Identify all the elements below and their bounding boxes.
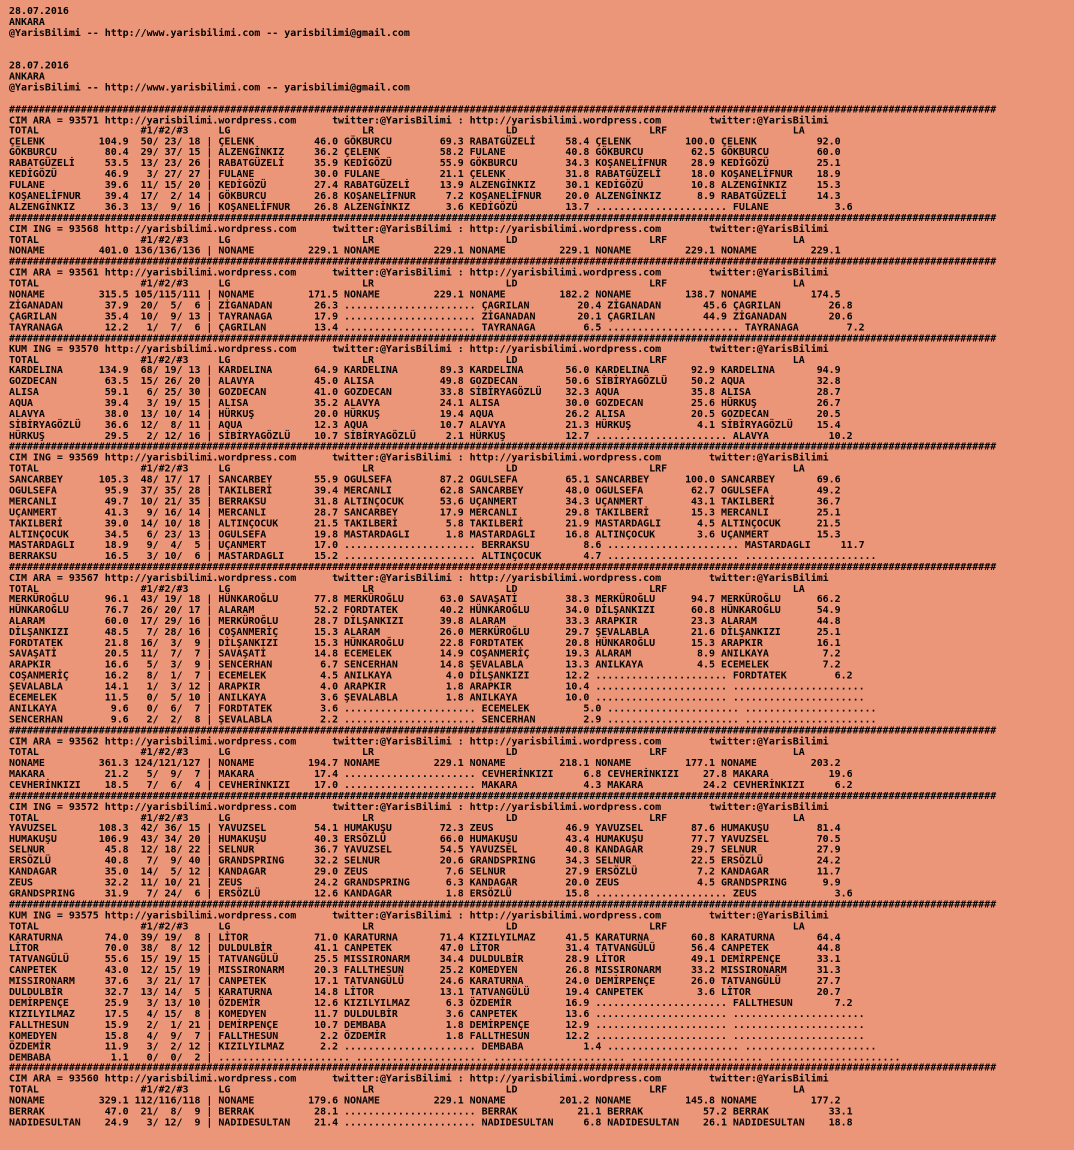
horse-row: NADIDESULTAN 24.9 3/ 12/ 9 | NADIDESULTAN 21.4 ...................... NADIDESULTAN 6.8 NADIDESULTAN 26.1 NADIDESULTAN 18.8: [9, 1117, 853, 1129]
horse-row: DEMBABA 1.1 0/ 0/ 2 | ...................... ...................... ...................... ...................... ......................: [9, 1052, 901, 1064]
horse-row: LİTOR 70.0 38/ 8/ 12 | DULDULBİR 41.1 CANPETEK 47.0 LİTOR 31.4 TATVANGÜLÜ 56.4 CANPETEK 44.8: [9, 943, 841, 955]
horse-row: KARDELINA 134.9 68/ 19/ 13 | KARDELINA 64.9 KARDELINA 89.3 KARDELINA 56.0 KARDELINA 92.9 KARDELINA 94.9: [9, 365, 841, 377]
horse-row: FULANE 39.6 11/ 15/ 20 | KEDİGÖZÜ 27.4 RABATGÜZELİ 13.9 ALZENGİNKIZ 30.1 KEDİGÖZÜ 10.8 ALZENGİNKIZ 15.3: [9, 180, 841, 192]
horse-row: FALLTHESUN 15.9 2/ 1/ 21 | DEMİRPENÇE 10.7 DEMBABA 1.8 DEMİRPENÇE 12.9 ...................... ......................: [9, 1019, 865, 1031]
horse-row: SİBİRYAGÖZLÜ 36.6 12/ 8/ 11 | AQUA 12.3 AQUA 10.7 ALAVYA 21.3 HÜRKUŞ 4.1 SİBİRYAGÖZLÜ 15.4: [9, 420, 841, 432]
report-body: [9, 105, 1074, 1129]
separator-line: #####################################################################################################################################################################: [9, 899, 997, 911]
blank-line: [9, 40, 1074, 51]
horse-row: CEVHERİNKIZI 18.5 7/ 6/ 4 | CEVHERİNKIZI 17.0 ...................... MAKARA 4.3 MAKARA 24.2 CEVHERİNKIZI 6.2: [9, 779, 853, 791]
horse-row: DEMİRPENÇE 25.9 3/ 13/ 10 | ÖZDEMİR 12.6 KIZILYILMAZ 6.3 ÖZDEMİR 16.9 ...................... FALLTHESUN 7.2: [9, 997, 853, 1009]
report-city: ANKARA: [9, 71, 45, 83]
horse-row: ECEMELEK 11.5 0/ 5/ 10 | ANILKAYA 3.6 ŞEVALABLA 1.8 ANILKAYA 10.0 ...................... ......................: [9, 692, 865, 704]
horse-row: ALTINÇOCUK 34.5 6/ 23/ 13 | OGULSEFA 19.8 MASTARDAGLI 1.8 MASTARDAGLI 16.8 ALTINÇOCUK 3.6 UÇANMERT 15.3: [9, 529, 841, 541]
separator-line: #####################################################################################################################################################################: [9, 213, 997, 224]
horse-row: ALAVYA 38.0 13/ 10/ 14 | HÜRKUŞ 20.0 HÜRKUŞ 19.4 AQUA 26.2 ALISA 20.5 GOZDECAN 20.5: [9, 409, 841, 421]
horse-row: MAKARA 21.2 5/ 9/ 7 | MAKARA 17.4 ...................... CEVHERİNKIZI 6.8 CEVHERİNKIZI 27.8 MAKARA 19.6: [9, 768, 853, 780]
horse-row: ALZENGİNKIZ 36.3 13/ 9/ 16 | KOŞANELİFNUR 26.8 ALZENGİNKIZ 3.6 KEDİGÖZÜ 13.7 ...................... FULANE 3.6: [9, 202, 853, 214]
horse-row: FORDTATEK 21.8 16/ 3/ 9 | DİLŞANKIZI 15.3 HÜNKAROĞLU 22.8 FORDTATEK 20.8 HÜNKAROĞLU 15.3 ARAPKIR 16.1: [9, 638, 841, 650]
separator-line: #####################################################################################################################################################################: [9, 561, 997, 573]
horse-row: GOZDECAN 63.5 15/ 26/ 20 | ALAVYA 45.0 ALISA 49.8 GOZDECAN 50.6 SİBİRYAGÖZLÜ 50.2 AQUA 32.8: [9, 376, 841, 388]
horse-row: NONAME 329.1 112/116/118 | NONAME 179.6 NONAME 229.1 NONAME 201.2 NONAME 145.8 NONAME 177.2: [9, 1095, 841, 1107]
horse-row: SAVAŞATİ 20.5 11/ 7/ 7 | SAVAŞATİ 14.8 ECEMELEK 14.9 COŞANMERİÇ 19.3 ALARAM 8.9 ANILKAYA 7.2: [9, 648, 841, 660]
race-header: CIM ARA = 93562 http://yarisbilimi.wordpress.com twitter:@YarisBilimi : http://yarisbilimi.wordpress.com twitter:@YarisBilimi: [9, 736, 829, 748]
horse-row: HÜRKUŞ 29.5 2/ 12/ 16 | SİBİRYAGÖZLÜ 10.7 SİBİRYAGÖZLÜ 2.1 HÜRKUŞ 12.7 ...................... ALAVYA 10.2: [9, 431, 853, 442]
horse-row: TAYRANAGA 12.2 1/ 7/ 6 | ÇAGRILAN 13.4 ...................... TAYRANAGA 6.5 ...................... TAYRANAGA 7.2: [9, 322, 865, 333]
horse-row: KOŞANELİFNUR 39.4 17/ 2/ 14 | GÖKBURCU 26.8 KOŞANELİFNUR 7.2 KOŞANELİFNUR 20.0 ALZENGİNKIZ 8.9 RABATGÜZELİ 14.3: [9, 191, 841, 203]
blank-line: [9, 94, 1074, 105]
horse-row: GRANDSPRING 31.9 7/ 24/ 6 | ERSÖZLÜ 12.6 KANDAGAR 1.8 ERSÖZLÜ 15.8 ...................... ZEUS 3.6: [9, 888, 853, 900]
horse-row: CANPETEK 43.0 12/ 15/ 19 | MISSIRONARM 20.3 FALLTHESUN 25.2 KOMEDYEN 26.8 MISSIRONARM 33.2 MISSIRONARM 31.3: [9, 965, 841, 976]
race-header: CIM ARA = 93560 http://yarisbilimi.wordpress.com twitter:@YarisBilimi : http://yarisbilimi.wordpress.com twitter:@YarisBilimi: [9, 1074, 829, 1085]
horse-row: SENCERHAN 9.6 2/ 2/ 8 | ŞEVALABLA 2.2 ...................... SENCERHAN 2.9 ...................... ......................: [9, 714, 877, 726]
horse-row: ÇELENK 104.9 50/ 23/ 18 | ÇELENK 46.0 GÖKBURCU 69.3 RABATGÜZELİ 58.4 ÇELENK 100.0 ÇELENK 92.0: [9, 136, 841, 148]
horse-row: KOMEDYEN 15.8 4/ 9/ 7 | FALLTHESUN 2.2 ÖZDEMİR 1.8 FALLTHESUN 12.2 ...................... ......................: [9, 1030, 865, 1042]
report-city: ANKARA: [9, 16, 45, 28]
column-header: TOTAL #1/#2/#3 LG LR LD LRF LA: [9, 278, 805, 290]
horse-row: DULDULBİR 32.7 13/ 14/ 5 | KARATURNA 14.8 LİTOR 13.1 TATVANGÜLÜ 19.4 CANPETEK 3.6 LİTOR 20.7: [9, 986, 841, 998]
horse-row: ÖZDEMİR 11.9 3/ 2/ 12 | KIZILYILMAZ 2.2 ...................... DEMBABA 1.4 ...................... ......................: [9, 1041, 877, 1053]
horse-row: HUMAKUŞU 106.9 43/ 34/ 20 | HUMAKUŞU 40.3 ERSÖZLÜ 66.0 HUMAKUŞU 43.4 HUMAKUŞU 77.7 YAVUZSEL 70.5: [9, 834, 841, 846]
horse-row: HÜNKAROĞLU 76.7 26/ 20/ 17 | ALARAM 52.2 FORDTATEK 40.2 HÜNKAROĞLU 34.0 DİLŞANKIZI 60.8 HÜNKAROĞLU 54.9: [9, 605, 841, 617]
horse-row: ALARAM 60.0 17/ 29/ 16 | MERKÜROĞLU 28.7 DİLŞANKIZI 39.8 ALARAM 33.3 ARAPKIR 23.3 ALARAM 44.8: [9, 616, 841, 628]
horse-row: BERRAKSU 16.5 3/ 10/ 6 | MASTARDAGLI 15.2 ...................... ALTINÇOCUK 4.7 ...................... ......................: [9, 550, 877, 562]
separator-line: #####################################################################################################################################################################: [9, 332, 997, 344]
horse-row: ÇAGRILAN 35.4 10/ 9/ 13 | TAYRANAGA 17.9 ...................... ZİGANADAN 20.1 ÇAGRILAN 44.9 ZİGANADAN 20.6: [9, 311, 853, 323]
horse-row: ALISA 59.1 6/ 25/ 30 | GOZDECAN 41.0 GOZDECAN 33.8 SİBİRYAGÖZLÜ 32.3 AQUA 35.8 ALISA 28.7: [9, 387, 841, 399]
column-header: TOTAL #1/#2/#3 LG LR LD LRF LA: [9, 463, 805, 475]
horse-row: SELNUR 45.8 12/ 18/ 22 | SELNUR 36.7 YAVUZSEL 54.5 YAVUZSEL 40.8 KANDAGAR 29.7 SELNUR 27.9: [9, 845, 841, 857]
column-header: TOTAL #1/#2/#3 LG LR LD LRF LA: [9, 747, 805, 759]
separator-line: #####################################################################################################################################################################: [9, 441, 997, 453]
column-header: TOTAL #1/#2/#3 LG LR LD LRF LA: [9, 583, 805, 595]
horse-row: KIZILYILMAZ 17.5 4/ 15/ 8 | KOMEDYEN 11.7 DULDULBİR 3.6 CANPETEK 13.6 ...................... ......................: [9, 1008, 865, 1020]
horse-row: ZİGANADAN 37.9 20/ 5/ 6 | ZİGANADAN 26.3 ...................... ÇAGRILAN 20.4 ZİGANADAN 45.6 ÇAGRILAN 26.8: [9, 300, 853, 312]
horse-row: MERCANLI 49.7 10/ 21/ 35 | BERRAKSU 31.8 ALTINÇOCUK 53.6 UÇANMERT 34.3 UÇANMERT 43.1 TAKILBERİ 36.7: [9, 496, 841, 508]
column-header: TOTAL #1/#2/#3 LG LR LD LRF LA: [9, 812, 805, 824]
report-contact: @YarisBilimi -- http://www.yarisbilimi.com -- yarisbilimi@gmail.com: [9, 82, 410, 94]
race-header: KUM ING = 93570 http://yarisbilimi.wordpress.com twitter:@YarisBilimi : http://yarisbilimi.wordpress.com twitter:@YarisBilimi: [9, 343, 829, 355]
horse-row: UÇANMERT 41.3 9/ 16/ 14 | MERCANLI 28.7 SANCARBEY 17.9 MERCANLI 29.8 TAKILBERİ 15.3 MERCANLI 25.1: [9, 507, 841, 519]
report-date: 28.07.2016: [9, 60, 69, 72]
horse-row: ERSÖZLÜ 40.8 7/ 9/ 40 | GRANDSPRING 32.2 SELNUR 20.6 GRANDSPRING 34.3 SELNUR 22.5 ERSÖZLÜ 24.2: [9, 856, 841, 867]
horse-row: SANCARBEY 105.3 48/ 17/ 17 | SANCARBEY 55.9 OGULSEFA 87.2 OGULSEFA 65.1 SANCARBEY 100.0 SANCARBEY 69.6: [9, 474, 841, 486]
horse-row: ANILKAYA 9.6 0/ 6/ 7 | FORDTATEK 3.6 ...................... ECEMELEK 5.0 ...................... ......................: [9, 703, 877, 715]
horse-row: ZEUS 32.2 11/ 10/ 21 | ZEUS 24.2 GRANDSPRING 6.3 KANDAGAR 20.0 ZEUS 4.5 GRANDSPRING 9.9: [9, 877, 841, 889]
separator-line: #####################################################################################################################################################################: [9, 104, 997, 116]
report-date: 28.07.2016: [9, 5, 69, 17]
race-header: CIM ING = 93572 http://yarisbilimi.wordpress.com twitter:@YarisBilimi : http://yarisbilimi.wordpress.com twitter:@YarisBilimi: [9, 801, 829, 813]
horse-row: DİLŞANKIZI 48.5 7/ 28/ 16 | COŞANMERİÇ 15.3 ALARAM 26.0 MERKÜROĞLU 29.7 ŞEVALABLA 21.6 DİLŞANKIZI 25.1: [9, 627, 841, 639]
horse-row: NONAME 401.0 136/136/136 | NONAME 229.1 NONAME 229.1 NONAME 229.1 NONAME 229.1 NONAME 229.1: [9, 245, 841, 257]
horse-row: COŞANMERİÇ 16.2 8/ 1/ 7 | ECEMELEK 4.5 ANILKAYA 4.0 DİLŞANKIZI 12.2 ...................... FORDTATEK 6.2: [9, 670, 853, 682]
horse-row: ŞEVALABLA 14.1 1/ 3/ 12 | ARAPKIR 4.0 ARAPKIR 1.8 ARAPKIR 10.4 ...................... ......................: [9, 681, 865, 693]
horse-row: KANDAGAR 35.0 14/ 5/ 12 | KANDAGAR 29.0 ZEUS 7.6 SELNUR 27.9 ERSÖZLÜ 7.2 KANDAGAR 11.7: [9, 866, 841, 878]
horse-row: YAVUZSEL 108.3 42/ 36/ 15 | YAVUZSEL 54.1 HUMAKUŞU 72.3 ZEUS 46.9 YAVUZSEL 87.6 HUMAKUŞU 81.4: [9, 823, 841, 835]
horse-row: MISSIRONARM 37.6 3/ 21/ 17 | CANPETEK 17.1 TATVANGÜLÜ 24.6 KARATURNA 24.0 DEMİRPENÇE 26.0 TATVANGÜLÜ 27.7: [9, 975, 841, 987]
separator-line: #####################################################################################################################################################################: [9, 725, 997, 737]
horse-row: MASTARDAGLI 18.9 9/ 4/ 5 | UÇANMERT 17.0 ...................... BERRAKSU 8.6 ...................... MASTARDAGLI 11.7: [9, 539, 865, 551]
horse-row: TATVANGÜLÜ 55.6 15/ 19/ 15 | TATVANGÜLÜ 25.5 MISSIRONARM 34.4 DULDULBİR 28.9 LİTOR 49.1 DEMİRPENÇE 33.1: [9, 954, 841, 966]
column-header: TOTAL #1/#2/#3 LG LR LD LRF LA: [9, 234, 805, 246]
separator-line: #####################################################################################################################################################################: [9, 1063, 997, 1075]
race-header: KUM ING = 93575 http://yarisbilimi.wordpress.com twitter:@YarisBilimi : http://yarisbilimi.wordpress.com twitter:@YarisBilimi: [9, 910, 829, 922]
race-header: CIM ARA = 93571 http://yarisbilimi.wordpress.com twitter:@YarisBilimi : http://yarisbilimi.wordpress.com twitter:@YarisBilimi: [9, 114, 829, 126]
race-header: CIM ING = 93569 http://yarisbilimi.wordpress.com twitter:@YarisBilimi : http://yarisbilimi.wordpress.com twitter:@YarisBilimi: [9, 452, 829, 464]
horse-row: KARATURNA 74.0 39/ 19/ 8 | LİTOR 71.0 KARATURNA 71.4 KIZILYILMAZ 41.5 KARATURNA 60.8 KARATURNA 64.4: [9, 932, 841, 944]
horse-row: NONAME 361.3 124/121/127 | NONAME 194.7 NONAME 229.1 NONAME 218.1 NONAME 177.1 NONAME 203.2: [9, 757, 841, 769]
separator-line: #####################################################################################################################################################################: [9, 790, 997, 802]
horse-row: NONAME 315.5 105/115/111 | NONAME 171.5 NONAME 229.1 NONAME 182.2 NONAME 138.7 NONAME 174.5: [9, 289, 841, 301]
horse-row: MERKÜROĞLU 96.1 43/ 19/ 18 | HÜNKAROĞLU 77.8 MERKÜROĞLU 63.0 SAVAŞATİ 38.3 MERKÜROĞLU 94.7 MERKÜROĞLU 66.2: [9, 594, 841, 606]
report-contact: @YarisBilimi -- http://www.yarisbilimi.com -- yarisbilimi@gmail.com: [9, 27, 410, 39]
column-header: TOTAL #1/#2/#3 LG LR LD LRF LA: [9, 921, 805, 933]
horse-row: BERRAK 47.0 21/ 8/ 9 | BERRAK 28.1 ...................... BERRAK 21.1 BERRAK 57.2 BERRAK 33.1: [9, 1106, 853, 1118]
horse-row: GÖKBURCU 80.4 29/ 37/ 15 | ALZENGİNKIZ 36.2 ÇELENK 58.2 FULANE 40.8 GÖKBURCU 62.5 GÖKBURCU 60.0: [9, 147, 841, 159]
horse-row: AQUA 39.4 3/ 19/ 15 | ALISA 35.2 ALAVYA 24.1 ALISA 30.0 GOZDECAN 25.6 HÜRKUŞ 26.7: [9, 398, 841, 410]
horse-row: OGULSEFA 95.9 37/ 35/ 28 | TAKILBERİ 39.4 MERCANLI 62.8 SANCARBEY 48.0 OGULSEFA 62.7 OGULSEFA 49.2: [9, 485, 841, 497]
horse-row: RABATGÜZELİ 53.5 13/ 23/ 26 | RABATGÜZELİ 35.9 KEDİGÖZÜ 55.9 GÖKBURCU 34.3 KOŞANELİFNUR 28.9 KEDİGÖZÜ 25.1: [9, 158, 841, 170]
horse-row: ARAPKIR 16.6 5/ 3/ 9 | SENCERHAN 6.7 SENCERHAN 14.8 ŞEVALABLA 13.3 ANILKAYA 4.5 ECEMELEK 7.2: [9, 659, 841, 671]
column-header: TOTAL #1/#2/#3 LG LR LD LRF LA: [9, 354, 805, 366]
column-header: TOTAL #1/#2/#3 LG LR LD LRF LA: [9, 1084, 805, 1096]
horse-row: TAKILBERİ 39.0 14/ 10/ 18 | ALTINÇOCUK 21.5 TAKILBERİ 5.8 TAKILBERİ 21.9 MASTARDAGLI 4.5 ALTINÇOCUK 21.5: [9, 518, 841, 530]
race-header: CIM ARA = 93567 http://yarisbilimi.wordpress.com twitter:@YarisBilimi : http://yarisbilimi.wordpress.com twitter:@YarisBilimi: [9, 572, 829, 584]
separator-line: #####################################################################################################################################################################: [9, 256, 997, 268]
column-header: TOTAL #1/#2/#3 LG LR LD LRF LA: [9, 125, 805, 137]
race-header: CIM ARA = 93561 http://yarisbilimi.wordpress.com twitter:@YarisBilimi : http://yarisbilimi.wordpress.com twitter:@YarisBilimi: [9, 267, 829, 279]
race-header: CIM ING = 93568 http://yarisbilimi.wordpress.com twitter:@YarisBilimi : http://yarisbilimi.wordpress.com twitter:@YarisBilimi: [9, 223, 829, 235]
horse-row: KEDİGÖZÜ 46.9 3/ 27/ 27 | FULANE 30.0 FULANE 21.1 ÇELENK 31.8 RABATGÜZELİ 18.0 KOŞANELİFNUR 18.9: [9, 169, 841, 181]
blank-line: [9, 51, 1074, 62]
